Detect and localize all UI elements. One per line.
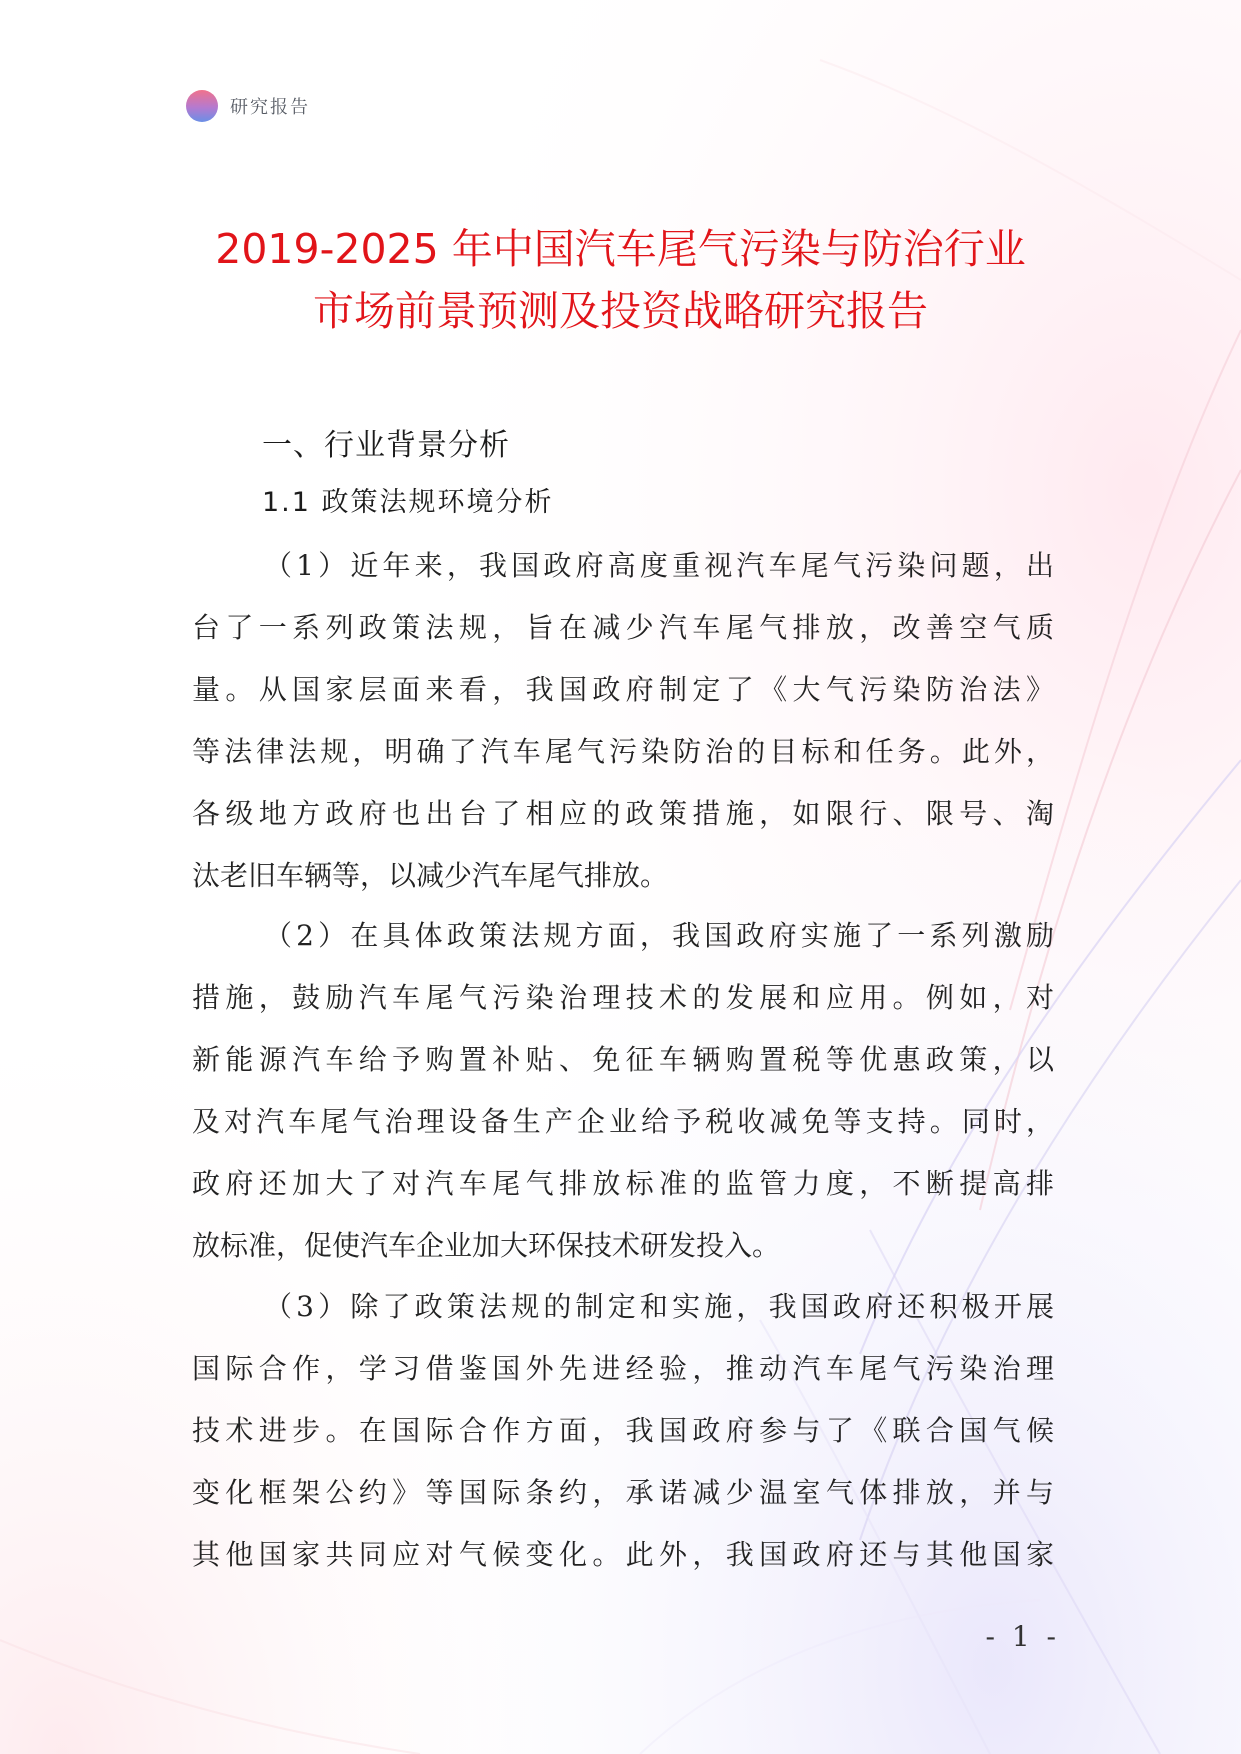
paragraph-line: （1）近年来，我国政府高度重视汽车尾气污染问题，出 [264, 549, 1054, 582]
section-heading: 一、行业背景分析 [262, 428, 510, 463]
report-title [150, 218, 1091, 342]
paragraph-3 [192, 1276, 1054, 1586]
paragraph-line: 新能源汽车给予购置补贴、免征车辆购置税等优惠政策，以 [192, 1043, 1054, 1076]
paragraph-line: （3）除了政策法规的制定和实施，我国政府还积极开展 [264, 1290, 1054, 1323]
paragraph-line: （2）在具体政策法规方面，我国政府实施了一系列激励 [264, 919, 1054, 952]
paragraph-line: 汰老旧车辆等，以减少汽车尾气排放。 [192, 859, 669, 892]
report-logo-icon [186, 90, 218, 122]
paragraph-line: 其他国家共同应对气候变化。此外，我国政府还与其他国家 [192, 1538, 1054, 1571]
paragraph-line: 及对汽车尾气治理设备生产企业给予税收减免等支持。同时， [192, 1105, 1054, 1138]
paragraph-2 [192, 905, 1054, 1277]
paragraph-line: 政府还加大了对汽车尾气排放标准的监管力度，不断提高排 [192, 1167, 1054, 1200]
paragraph-line: 措施，鼓励汽车尾气污染治理技术的发展和应用。例如，对 [192, 981, 1054, 1014]
paragraph-line: 台了一系列政策法规，旨在减少汽车尾气排放，改善空气质 [192, 611, 1054, 644]
subsection-heading: 1.1 政策法规环境分析 [262, 487, 554, 518]
page-header [186, 88, 310, 124]
paragraph-line: 技术进步。在国际合作方面，我国政府参与了《联合国气候 [192, 1414, 1054, 1447]
paragraph-line: 各级地方政府也出台了相应的政策措施，如限行、限号、淘 [192, 797, 1054, 830]
paragraph-1 [192, 535, 1054, 907]
paragraph-line: 变化框架公约》等国际条约，承诺减少温室气体排放，并与 [192, 1476, 1054, 1509]
header-label: 研究报告 [230, 97, 310, 118]
paragraph-line: 等法律法规，明确了汽车尾气污染防治的目标和任务。此外， [192, 735, 1054, 768]
title-line-1: 2019-2025 年中国汽车尾气污染与防治行业 [215, 225, 1026, 273]
paragraph-line: 放标准，促使汽车企业加大环保技术研发投入。 [192, 1229, 781, 1262]
title-line-2: 市场前景预测及投资战略研究报告 [313, 287, 928, 335]
paragraph-line: 量。从国家层面来看，我国政府制定了《大气污染防治法》 [192, 673, 1054, 706]
page-number: - 1 - [985, 1620, 1060, 1653]
paragraph-line: 国际合作，学习借鉴国外先进经验，推动汽车尾气污染治理 [192, 1352, 1054, 1385]
